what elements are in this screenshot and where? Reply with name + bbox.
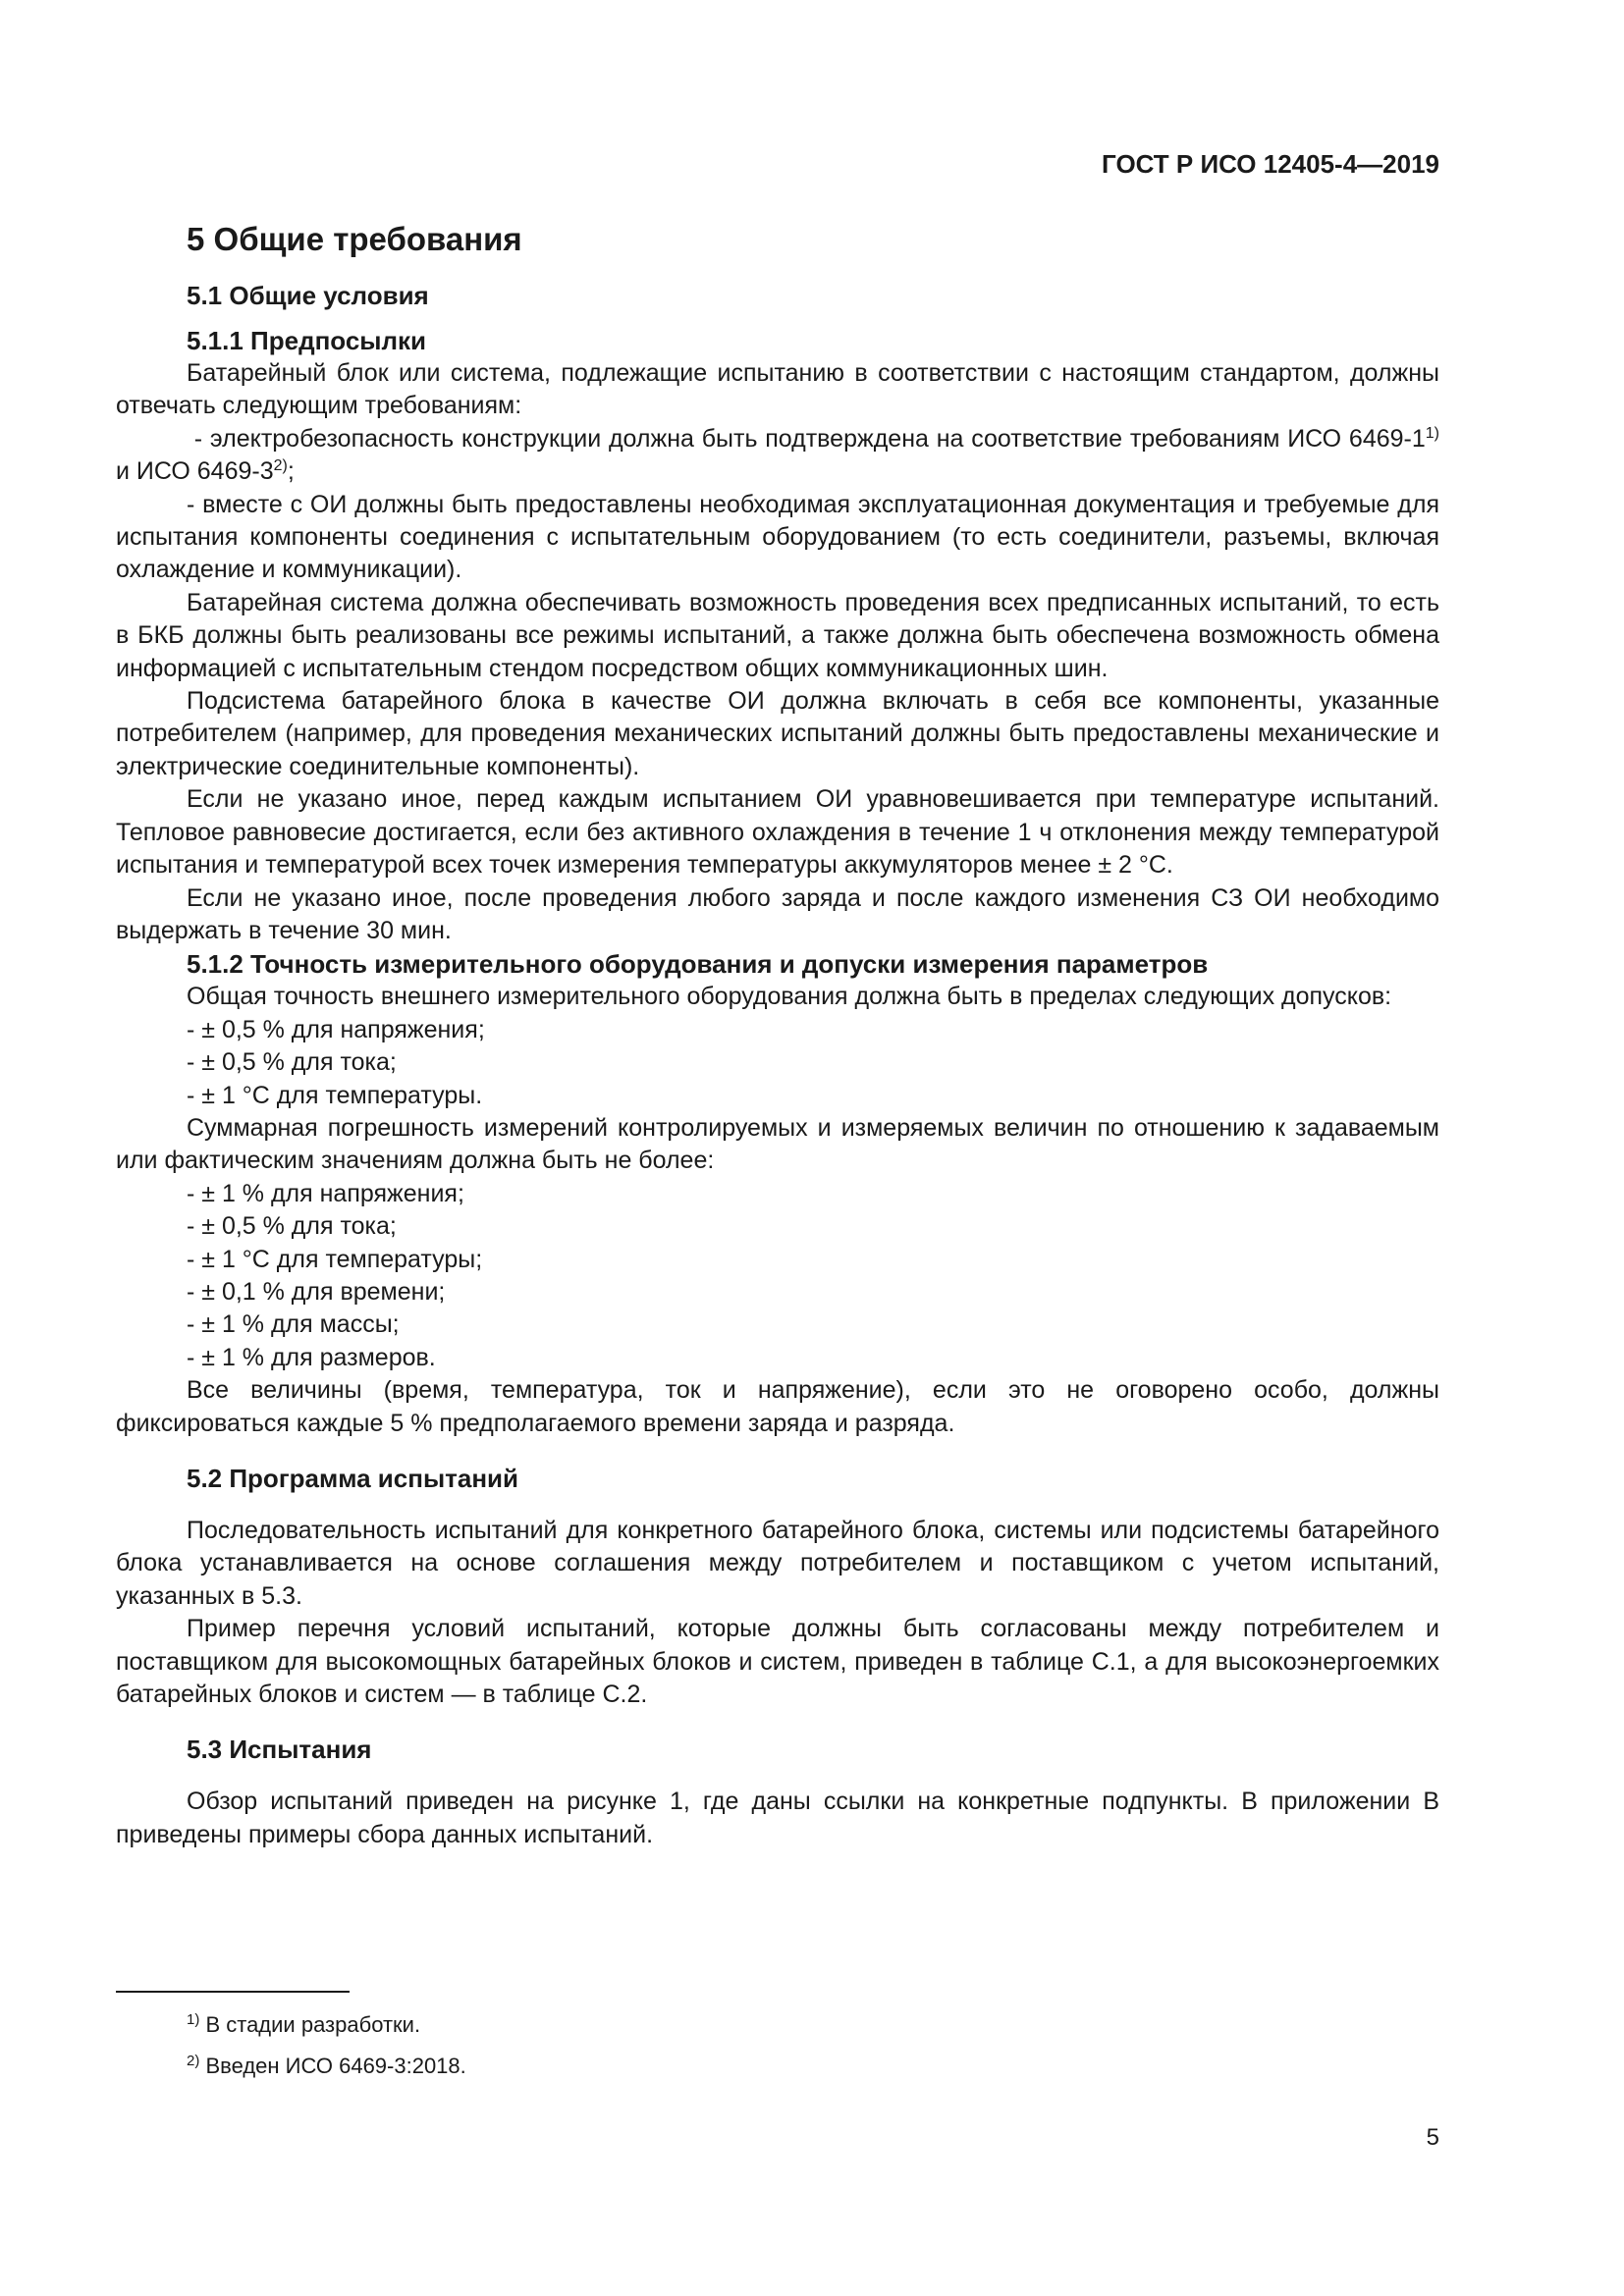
subsection-5-3-title: 5.3 Испытания (187, 1735, 372, 1765)
requirement-text: и ИСО 6469-3 (116, 457, 274, 486)
paragraph: Если не указано иное, перед каждым испытанием ОИ уравновешивается при температуре испытаний. Тепловое равновесие достигается, если без активного охлаждения в течение 1 ч отклонения между температурой испытания и температурой всех точек измерения температуры аккумуляторов менее ± 2 °С. (116, 785, 1439, 880)
paragraph: Общая точность внешнего измерительного оборудования должна быть в пределах следующих допусков: (187, 983, 1392, 1011)
section-title: 5 Общие требования (187, 221, 522, 257)
list-item: - ± 1 % для размеров. (187, 1343, 436, 1371)
footnote-text: В стадии разработки. (199, 2012, 421, 2037)
list-item: - ± 1 °С для температуры; (187, 1245, 483, 1273)
list-item: - ± 1 % для напряжения; (187, 1179, 464, 1207)
paragraph: Батарейный блок или система, подлежащие испытанию в соответствии с настоящим стандартом, должны отвечать следующим требованиям: (116, 359, 1439, 420)
tolerance-list (116, 1014, 1439, 1112)
paragraph: Суммарная погрешность измерений контролируемых и измеряемых величин по отношению к задаваемым или фактическим значениям должна быть не более: (116, 1113, 1439, 1175)
list-item: - ± 0,5 % для тока; (187, 1212, 397, 1241)
error-list (116, 1178, 1439, 1374)
document-header: ГОСТ Р ИСО 12405-4—2019 (1102, 149, 1439, 179)
footnote (187, 2046, 466, 2087)
footnote (187, 2004, 466, 2046)
clause-5-1-2-title: 5.1.2 Точность измерительного оборудования и допуски измерения параметров (187, 949, 1209, 980)
subsection-5-2-title: 5.2 Программа испытаний (187, 1464, 519, 1493)
paragraph: Обзор испытаний приведен на рисунке 1, где даны ссылки на конкретные подпункты. В приложении В приведены примеры сбора данных испытаний. (116, 1788, 1439, 1848)
paragraph: Пример перечня условий испытаний, которые должны быть согласованы между потребителем и поставщиком для высокомощных батарейных блоков и систем, приведен в таблице С.1, а для высокоэнергоемких батарейных блоков и систем — в таблице С.2. (116, 1615, 1439, 1709)
footnote-mark: 2) (187, 2053, 200, 2069)
footnotes (187, 2004, 466, 2087)
footnote-text: Введен ИСО 6469-3:2018. (199, 2054, 466, 2078)
list-item: - ± 0,5 % для тока; (187, 1048, 397, 1077)
footnote-mark: 1) (187, 2011, 200, 2028)
list-item: - ± 0,5 % для напряжения; (187, 1015, 485, 1043)
paragraph: Подсистема батарейного блока в качестве ОИ должна включать в себя все компоненты, указанные потребителем (например, для проведения механических испытаний должны быть предоставлены механические и электрические соединительные компоненты). (116, 687, 1439, 780)
footnote-divider (116, 1991, 350, 1993)
paragraph: Если не указано иное, после проведения любого заряда и после каждого изменения СЗ ОИ необходимо выдержать в течение 30 мин. (116, 883, 1439, 944)
footnote-ref: 1) (1425, 424, 1439, 442)
requirement-text: - электробезопасность конструкции должна быть подтверждена на соответствие требованиям ИСО 6469-1 (193, 424, 1426, 453)
list-item: - ± 0,1 % для времени; (187, 1277, 446, 1306)
page-number: 5 (1426, 2124, 1439, 2151)
footnote-ref: 2) (273, 457, 288, 475)
requirement-item: - вместе с ОИ должны быть предоставлены необходимая эксплуатационная документация и требуемые для испытания компоненты соединения с испытательным оборудованием (то есть соединители, разъемы, включая охлаждение и коммуникации). (116, 490, 1439, 584)
requirement-text: ; (287, 457, 295, 486)
document-body (116, 218, 1439, 1851)
paragraph: Последовательность испытаний для конкретного батарейного блока, системы или подсистемы батарейного блока устанавливается на основе соглашения между потребителем и поставщиком с учетом испытаний, указанных в 5.3. (116, 1517, 1439, 1610)
clause-5-1-1-title: 5.1.1 Предпосылки (187, 326, 427, 355)
subsection-5-1-title: 5.1 Общие условия (187, 281, 429, 310)
list-item: - ± 1 °С для температуры. (187, 1081, 483, 1109)
list-item: - ± 1 % для массы; (187, 1310, 400, 1339)
requirement-item (116, 423, 1439, 489)
paragraph: Все величины (время, температура, ток и напряжение), если это не оговорено особо, должны фиксироваться каждые 5 % предполагаемого времени заряда и разряда. (116, 1376, 1439, 1437)
paragraph: Батарейная система должна обеспечивать возможность проведения всех предписанных испытаний, то есть в БКБ должны быть реализованы все режимы испытаний, а также должна быть обеспечена возможность обмена информацией с испытательным стендом посредством общих коммуникационных шин. (116, 588, 1439, 682)
